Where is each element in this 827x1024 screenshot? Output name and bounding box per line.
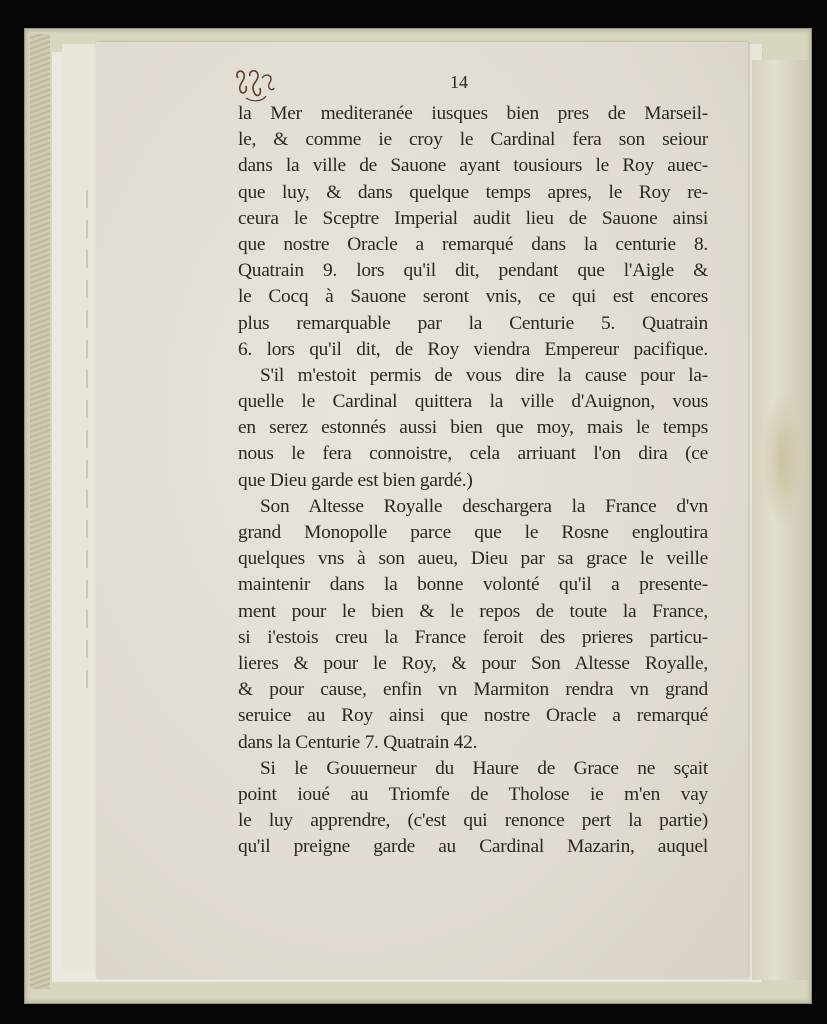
text-line: lieres & pour le Roy, & pour Son Altesse Royalle, xyxy=(238,652,708,674)
text-line: seruice au Roy ainsi que nostre Oracle a remarqué xyxy=(238,705,708,727)
text-line: dans la Centurie 7. Quatrain 42. xyxy=(238,731,478,753)
board-edge xyxy=(30,34,50,989)
text-line: le luy apprendre, (c'est qui renonce pert la partie) xyxy=(238,810,708,832)
text-line: quelques vns à son aueu, Dieu par sa grace le veille xyxy=(238,548,708,570)
text-line: plus remarquable par la Centurie 5. Quatrain xyxy=(238,312,708,334)
text-line: Si le Gouuerneur du Haure de Grace ne sçait xyxy=(260,757,708,779)
body-text xyxy=(238,101,708,860)
text-line: dans la ville de Sauone ayant tousiours le Roy auec- xyxy=(238,155,708,177)
page-number: 14 xyxy=(450,72,468,92)
text-line: le, & comme ie croy le Cardinal fera son seiour xyxy=(238,129,708,151)
text-line: & pour cause, enfin vn Marmiton rendra vn grand xyxy=(238,679,708,701)
paper-stain xyxy=(762,390,804,530)
text-line: que luy, & dans quelque temps apres, le Roy re- xyxy=(238,181,708,203)
text-line: quelle le Cardinal quittera la ville d'Auignon, vous xyxy=(238,391,708,413)
text-line: grand Monopolle parce que le Rosne engloutira xyxy=(238,522,708,543)
text-line: ment pour le bien & le repos de toute la France, xyxy=(238,600,708,622)
text-line: 6. lors qu'il dit, de Roy viendra Empereur pacifique. xyxy=(238,338,708,360)
text-line: qu'il preigne garde au Cardinal Mazarin, auquel xyxy=(238,836,708,858)
facing-page-edge xyxy=(752,60,808,980)
text-line: Son Altesse Royalle deschargera la France d'vn xyxy=(260,495,708,517)
text-line: en serez estonnés aussi bien que moy, mais le temps xyxy=(238,417,708,439)
text-line: Quatrain 9. lors qu'il dit, pendant que l'Aigle & xyxy=(238,260,708,282)
bleed-through-marks xyxy=(86,190,88,690)
text-line: si i'estois creu la France feroit des prieres particu- xyxy=(238,626,708,648)
text-line: ceura le Sceptre Imperial audit lieu de Sauone ainsi xyxy=(238,207,708,229)
text-line: que Dieu garde est bien gardé.) xyxy=(238,469,473,491)
text-line: point ioué au Triomfe de Tholose ie m'en vay xyxy=(238,783,708,805)
text-line: S'il m'estoit permis de vous dire la cause pour la- xyxy=(260,364,708,386)
text-line: que nostre Oracle a remarqué dans la centurie 8. xyxy=(238,233,708,255)
text-line: la Mer mediteranée iusques bien pres de Marseil- xyxy=(238,103,708,124)
text-line: maintenir dans la bonne volonté qu'il a presente- xyxy=(238,574,708,596)
text-line: nous le fera connoistre, cela arriuant l'on dira (ce xyxy=(238,443,708,465)
text-line: le Cocq à Sauone seront vnis, ce qui est encores xyxy=(238,286,708,308)
